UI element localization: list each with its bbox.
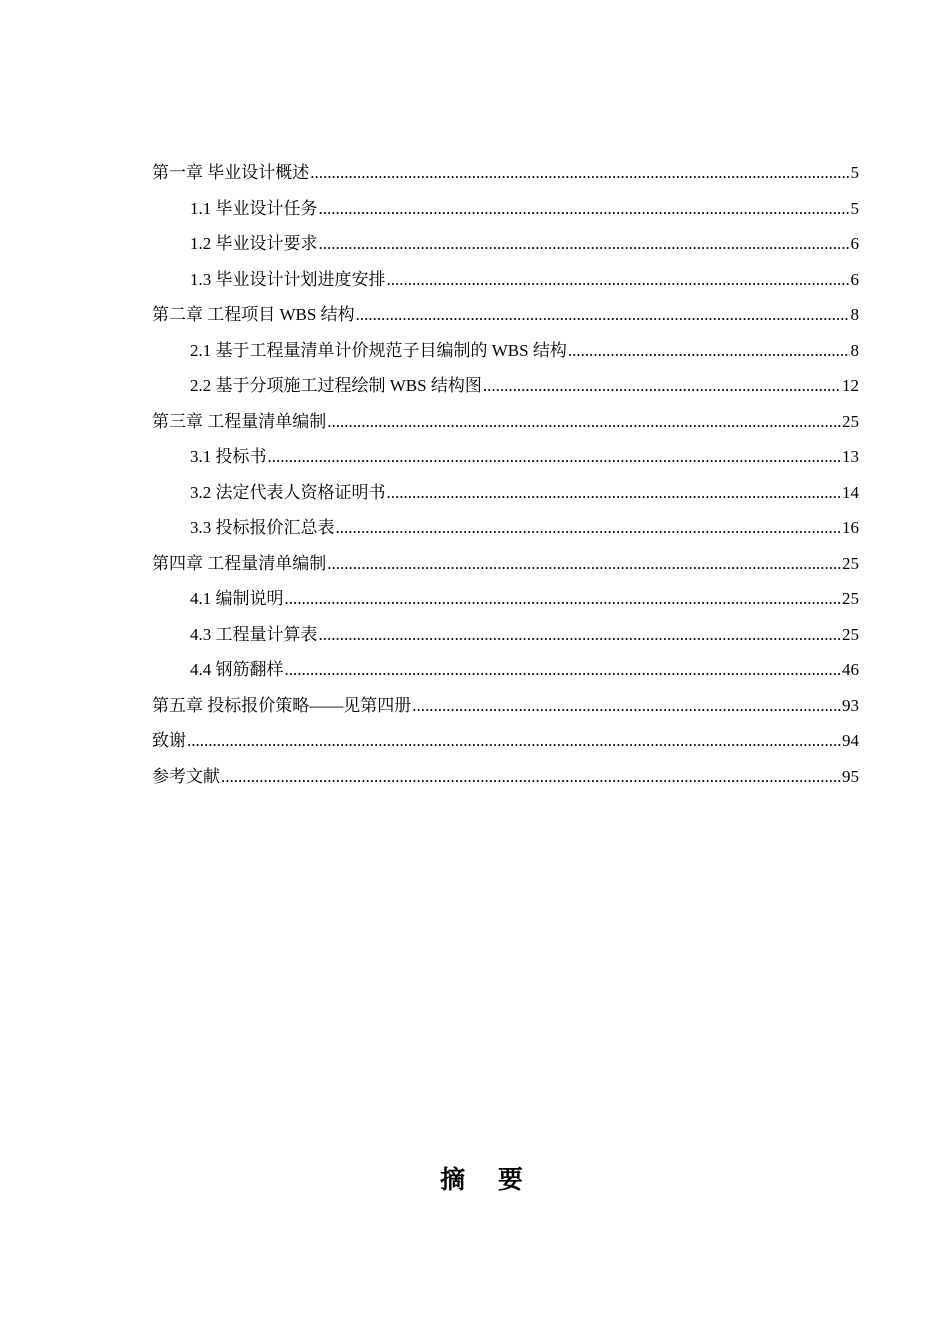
- toc-entry-2-2[interactable]: [152, 368, 859, 404]
- toc-entry-page: 25: [842, 624, 859, 644]
- toc-entry-label: 3.3 投标报价汇总表: [190, 518, 335, 537]
- abstract-heading: 摘 要: [440, 1165, 535, 1194]
- toc-entry-page: 25: [842, 553, 859, 573]
- toc-entry-label: 第三章 工程量清单编制: [152, 411, 327, 431]
- toc-entry-1-2[interactable]: [152, 226, 859, 262]
- toc-dot-leader: [483, 368, 841, 404]
- toc-entry-page: 13: [842, 447, 859, 466]
- toc-dot-leader: [387, 475, 842, 511]
- toc-entry-label: 第五章 投标报价策略——见第四册: [152, 695, 412, 715]
- toc-entry-page: 8: [850, 305, 859, 324]
- toc-entry-4-4[interactable]: [152, 652, 859, 688]
- toc-entry-page: 12: [842, 376, 859, 395]
- toc-dot-leader: [327, 546, 841, 582]
- toc-dot-leader: [319, 191, 850, 227]
- toc-entry-page: 25: [842, 411, 859, 431]
- toc-dot-leader: [187, 723, 841, 759]
- toc-entry-label: 4.3 工程量计算表: [190, 624, 318, 644]
- toc-entry-label: 3.2 法定代表人资格证明书: [190, 482, 386, 502]
- toc-entry-label: 1.1 毕业设计任务: [190, 198, 318, 218]
- toc-entry-1-3[interactable]: [152, 262, 859, 298]
- toc-entry-page: 14: [842, 482, 859, 502]
- toc-entry-chapter-1[interactable]: [152, 155, 859, 191]
- toc-dot-leader: [268, 439, 842, 475]
- toc-entry-page: 8: [850, 340, 859, 360]
- toc-entry-page: 95: [842, 766, 859, 786]
- toc-entry-chapter-4[interactable]: [152, 546, 859, 582]
- toc-entry-references[interactable]: [152, 759, 859, 795]
- toc-entry-label: 4.4 钢筋翻样: [190, 660, 284, 679]
- toc-entry-3-3[interactable]: [152, 510, 859, 546]
- toc-entry-4-1[interactable]: [152, 581, 859, 617]
- toc-entry-label: 2.2 基于分项施工过程绘制 WBS 结构图: [190, 376, 482, 395]
- toc-entry-2-1[interactable]: [152, 333, 859, 369]
- toc-entry-page: 25: [842, 589, 859, 608]
- toc-entry-page: 46: [842, 660, 859, 679]
- toc-entry-page: 5: [850, 163, 859, 182]
- table-of-contents: [152, 155, 859, 794]
- toc-entry-chapter-5[interactable]: [152, 688, 859, 724]
- toc-dot-leader: [221, 759, 841, 795]
- toc-entry-label: 4.1 编制说明: [190, 589, 284, 608]
- toc-entry-label: 致谢: [152, 731, 186, 750]
- toc-entry-page: 5: [850, 198, 859, 218]
- toc-entry-page: 6: [850, 234, 859, 253]
- toc-entry-page: 94: [842, 731, 859, 750]
- toc-entry-label: 3.1 投标书: [190, 447, 267, 466]
- toc-dot-leader: [310, 155, 849, 191]
- toc-dot-leader: [319, 617, 842, 653]
- toc-entry-chapter-2[interactable]: [152, 297, 859, 333]
- toc-entry-page: 93: [842, 695, 859, 715]
- toc-dot-leader: [412, 688, 841, 724]
- toc-dot-leader: [356, 297, 850, 333]
- toc-entry-label: 第四章 工程量清单编制: [152, 553, 327, 573]
- toc-entry-label: 2.1 基于工程量清单计价规范子目编制的 WBS 结构: [190, 340, 567, 360]
- toc-entry-label: 1.3 毕业设计计划进度安排: [190, 269, 386, 289]
- toc-dot-leader: [319, 226, 850, 262]
- toc-entry-label: 1.2 毕业设计要求: [190, 234, 318, 253]
- toc-dot-leader: [568, 333, 850, 369]
- toc-entry-label: 第一章 毕业设计概述: [152, 163, 310, 182]
- toc-entry-page: 6: [850, 269, 859, 289]
- toc-entry-3-2[interactable]: [152, 475, 859, 511]
- toc-dot-leader: [285, 652, 842, 688]
- toc-dot-leader: [327, 404, 841, 440]
- toc-entry-4-3[interactable]: [152, 617, 859, 653]
- toc-dot-leader: [285, 581, 842, 617]
- toc-entry-label: 参考文献: [152, 766, 220, 786]
- toc-entry-acknowledgements[interactable]: [152, 723, 859, 759]
- toc-entry-1-1[interactable]: [152, 191, 859, 227]
- toc-entry-chapter-3[interactable]: [152, 404, 859, 440]
- toc-dot-leader: [387, 262, 850, 298]
- toc-entry-label: 第二章 工程项目 WBS 结构: [152, 305, 355, 324]
- toc-dot-leader: [336, 510, 842, 546]
- toc-entry-page: 16: [842, 518, 859, 537]
- toc-entry-3-1[interactable]: [152, 439, 859, 475]
